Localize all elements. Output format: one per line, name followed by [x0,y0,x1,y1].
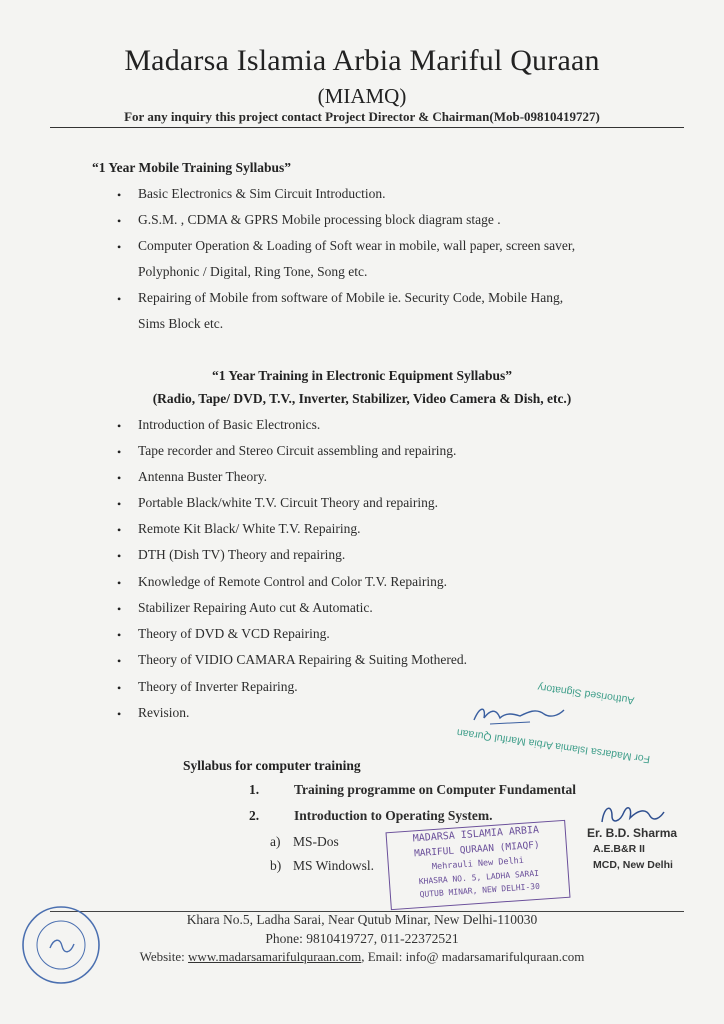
list-item: Repairing of Mobile from software of Mobile ie. Security Code, Mobile Hang, [138,290,564,305]
organization-abbreviation: (MIAMQ) [317,84,407,108]
bullet: • [117,602,122,616]
engineer-department: MCD, New Delhi [593,859,673,871]
footer-address: Khara No.5, Ladha Sarai, Near Qutub Minar, New Delhi-110030 [186,912,538,927]
seal-graphic [20,904,102,986]
list-item: Tape recorder and Stereo Circuit assembling and repairing. [138,443,457,458]
electronic-syllabus-title: “1 Year Training in Electronic Equipment Syllabus” [211,368,513,383]
list-item: Theory of Inverter Repairing. [138,679,298,694]
bullet: • [117,292,122,306]
list-number: 1. [249,782,260,797]
bullet: • [117,471,122,485]
bullet: • [117,707,122,721]
engineer-name: Er. B.D. Sharma [587,826,678,840]
list-item: Portable Black/white T.V. Circuit Theory and repairing. [138,495,439,510]
bullet: • [117,549,122,563]
subitem-label: b) [270,858,282,873]
subitem: MS-Dos [293,834,339,849]
bullet: • [117,240,122,254]
list-item: Antenna Buster Theory. [138,469,267,484]
footer-contact [0,949,724,965]
stamp-signatory-line: Authorised Signatory [536,680,636,707]
bullet: • [117,628,122,642]
list-item-continued: Polyphonic / Digital, Ring Tone, Song etc. [138,264,368,279]
list-item: Basic Electronics & Sim Circuit Introduction. [138,186,386,201]
computer-syllabus-title: Syllabus for computer training [183,758,361,773]
list-item: Remote Kit Black/ White T.V. Repairing. [138,521,361,536]
stamp-line: KHASRA NO. 5, LADHA SARAI [418,868,540,887]
bullet: • [117,576,122,590]
bullet: • [117,654,122,668]
mobile-syllabus-title: “1 Year Mobile Training Syllabus” [92,160,292,175]
numbered-item: Introduction to Operating System. [294,808,493,823]
subitem: MS Windowsl. [293,858,374,873]
bullet: • [117,681,122,695]
website-label: Website: [139,949,185,964]
list-item: Stabilizer Repairing Auto cut & Automatic. [138,600,373,615]
signature-scribble [470,700,570,730]
list-item: Theory of DVD & VCD Repairing. [138,626,330,641]
bullet: • [117,523,122,537]
bullet: • [117,445,122,459]
bullet: • [117,188,122,202]
list-item-continued: Sims Block etc. [138,316,224,331]
organization-name: Madarsa Islamia Arbia Mariful Quraan [124,44,600,77]
list-item: G.S.M. , CDMA & GPRS Mobile processing block diagram stage . [138,212,501,227]
list-item: Computer Operation & Loading of Soft wear in mobile, wall paper, screen saver, [138,238,576,253]
bullet: • [117,497,122,511]
bullet: • [117,419,122,433]
engineer-designation: A.E.B&R II [593,843,645,855]
stamp-line: MARIFUL QURAAN (MIAQF) [413,839,541,860]
list-item: Theory of VIDIO CAMARA Repairing & Suiting Mothered. [138,652,467,667]
subitem-label: a) [270,834,281,849]
website-link[interactable]: www.madarsamarifulquraan.com [188,949,362,964]
organization-stamp [385,820,570,910]
stamp-line: QUTUB MINAR, NEW DELHI-30 [419,881,541,900]
stamp-line: MADARSA ISLAMIA ARBIA [412,824,540,845]
footer-phone: Phone: 9810419727, 011-22372521 [265,931,459,946]
list-item: Knowledge of Remote Control and Color T.V. Repairing. [138,574,447,589]
footer-email: , Email: info@ madarsamarifulquraan.com [361,949,585,964]
inquiry-contact-line: For any inquiry this project contact Project Director & Chairman(Mob-09810419727) [124,109,600,124]
electronic-syllabus-subtitle: (Radio, Tape/ DVD, T.V., Inverter, Stabilizer, Video Camera & Dish, etc.) [152,391,572,406]
bullet: • [117,214,122,228]
stamp-line: Mehrauli New Delhi [431,855,525,873]
list-number: 2. [249,808,260,823]
numbered-item: Training programme on Computer Fundamental [294,782,577,797]
list-item: Revision. [138,705,190,720]
list-item: DTH (Dish TV) Theory and repairing. [138,547,346,562]
header-divider [50,127,684,128]
accountant-seal [20,904,102,986]
list-item: Introduction of Basic Electronics. [138,417,321,432]
stamp-org-line: For Madarsa Islamia Arbia Mariful Quraan [456,726,651,766]
